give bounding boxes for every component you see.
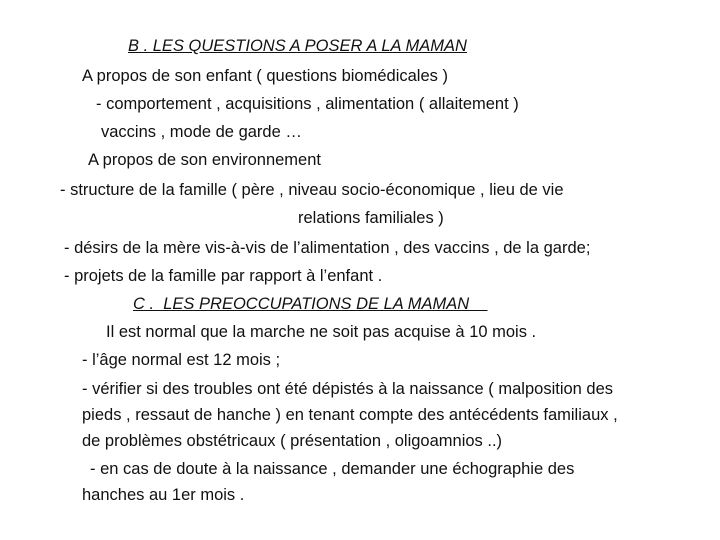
section-b-line-4: A propos de son environnement bbox=[88, 151, 321, 169]
section-c-heading: C . LES PREOCCUPATIONS DE LA MAMAN bbox=[133, 295, 488, 313]
section-c-line-5: de problèmes obstétricaux ( présentation , oligoamnios ..) bbox=[82, 432, 503, 450]
section-b-line-6: relations familiales ) bbox=[298, 209, 444, 227]
section-b-line-2: - comportement , acquisitions , alimentation ( allaitement ) bbox=[96, 95, 519, 113]
section-c-line-7: hanches au 1er mois . bbox=[82, 486, 245, 504]
section-c-line-6: - en cas de doute à la naissance , demander une échographie des bbox=[90, 460, 575, 478]
section-b-heading: B . LES QUESTIONS A POSER A LA MAMAN bbox=[128, 37, 467, 55]
section-b-line-1: A propos de son enfant ( questions biomédicales ) bbox=[82, 67, 448, 85]
section-b-line-8: - projets de la famille par rapport à l’enfant . bbox=[64, 267, 383, 285]
section-b-line-7: - désirs de la mère vis-à-vis de l’alimentation , des vaccins , de la garde; bbox=[64, 239, 591, 257]
section-c-line-1: Il est normal que la marche ne soit pas acquise à 10 mois . bbox=[106, 323, 537, 341]
section-c-line-4: pieds , ressaut de hanche ) en tenant compte des antécédents familiaux , bbox=[82, 406, 618, 424]
section-b-line-3: vaccins , mode de garde … bbox=[101, 123, 302, 141]
section-c-line-2: - l’âge normal est 12 mois ; bbox=[82, 351, 281, 369]
section-c-line-3: - vérifier si des troubles ont été dépistés à la naissance ( malposition des bbox=[82, 380, 614, 398]
section-b-line-5: - structure de la famille ( père , niveau socio-économique , lieu de vie bbox=[60, 181, 564, 199]
